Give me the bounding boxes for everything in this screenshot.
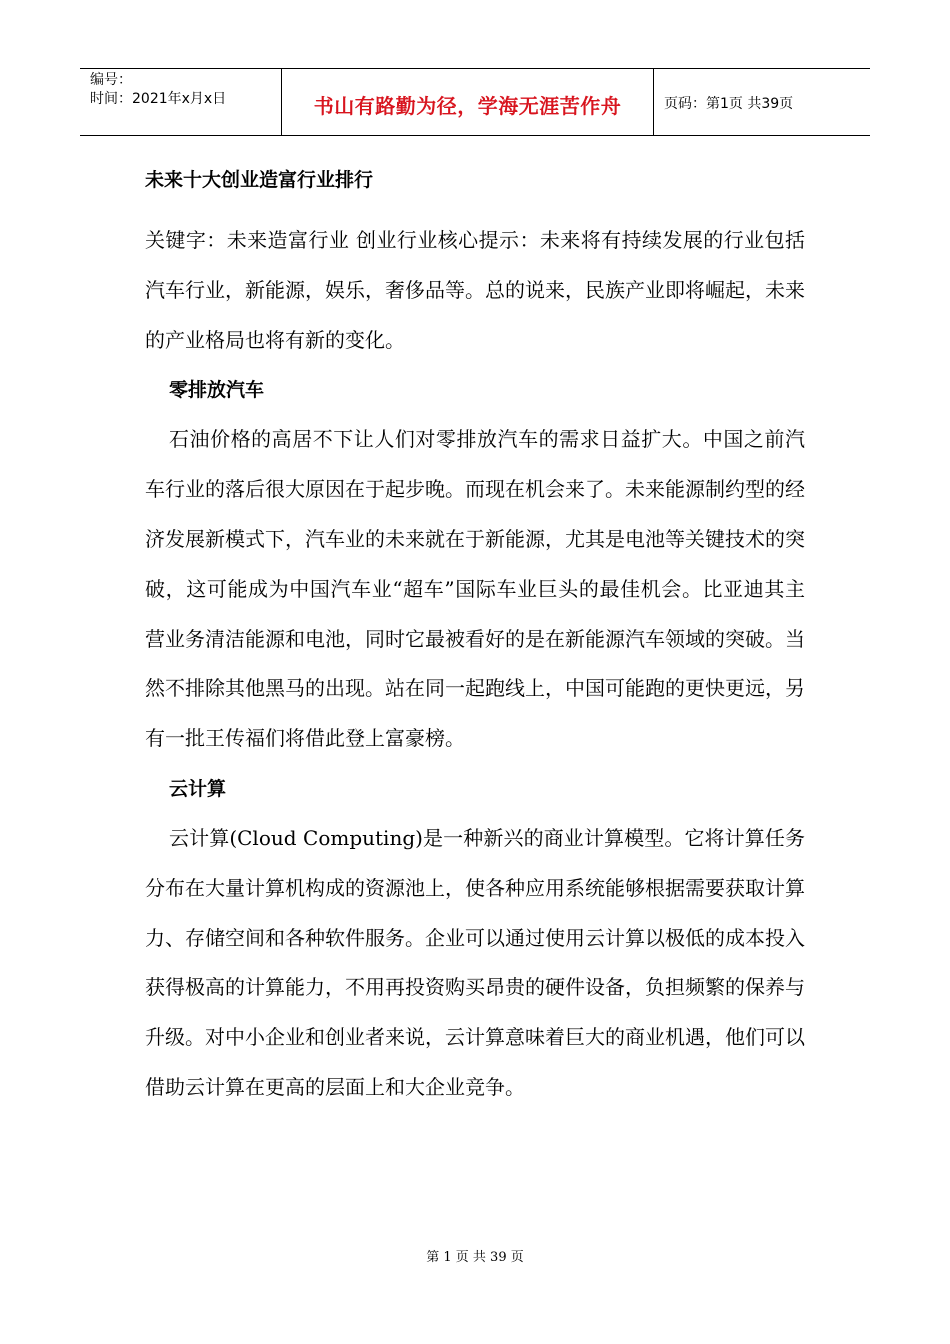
section-heading-cloud-computing: 云计算 [169, 777, 227, 800]
time-label: 时间：2021年x月x日 [90, 91, 227, 107]
document-title: 未来十大创业造富行业排行 [145, 169, 374, 191]
section-heading-zero-emission-cars: 零排放汽车 [169, 379, 265, 402]
header-motto: 书山有路勤为径，学海无涯苦作舟 [282, 69, 654, 135]
header-meta-cell [80, 69, 282, 135]
page-footer: 第 1 页 共 39 页 [426, 1250, 524, 1265]
document-body [145, 166, 805, 1113]
intro-paragraph: 关键字：未来造富行业 创业行业核心提示：未来将有持续发展的行业包括汽车行业，新能源，娱乐，奢侈品等。总的说来，民族产业即将崛起，未来的产业格局也将有新的变化。 [145, 228, 805, 352]
header-page-info: 页码：第1页 共39页 [664, 96, 794, 112]
document-header [80, 68, 870, 136]
section-body-cloud-computing: 云计算(Cloud Computing)是一种新兴的商业计算模型。它将计算任务分布在大量计算机构成的资源池上，使各种应用系统能够根据需要获取计算力、存储空间和各种软件服务。企业可以通过使用云计算以极低的成本投入获得极高的计算能力，不用再投资购买昂贵的硬件设备，负担频繁的保养与升级。对中小企业和创业者来说，云计算意味着巨大的商业机遇，他们可以借助云计算在更高的层面上和大企业竞争。 [145, 825, 805, 1099]
number-label: 编号： [90, 72, 132, 88]
section-body-zero-emission-cars: 石油价格的高居不下让人们对零排放汽车的需求日益扩大。中国之前汽车行业的落后很大原因在于起步晚。而现在机会来了。未来能源制约型的经济发展新模式下，汽车业的未来就在于新能源，尤其是电池等关键技术的突破，这可能成为中国汽车业“超车”国际车业巨头的最佳机会。比亚迪其主营业务清洁能源和电池，同时它最被看好的是在新能源汽车领域的突破。当然不排除其他黑马的出现。站在同一起跑线上，中国可能跑的更快更远，另有一批王传福们将借此登上富豪榜。 [145, 427, 805, 751]
